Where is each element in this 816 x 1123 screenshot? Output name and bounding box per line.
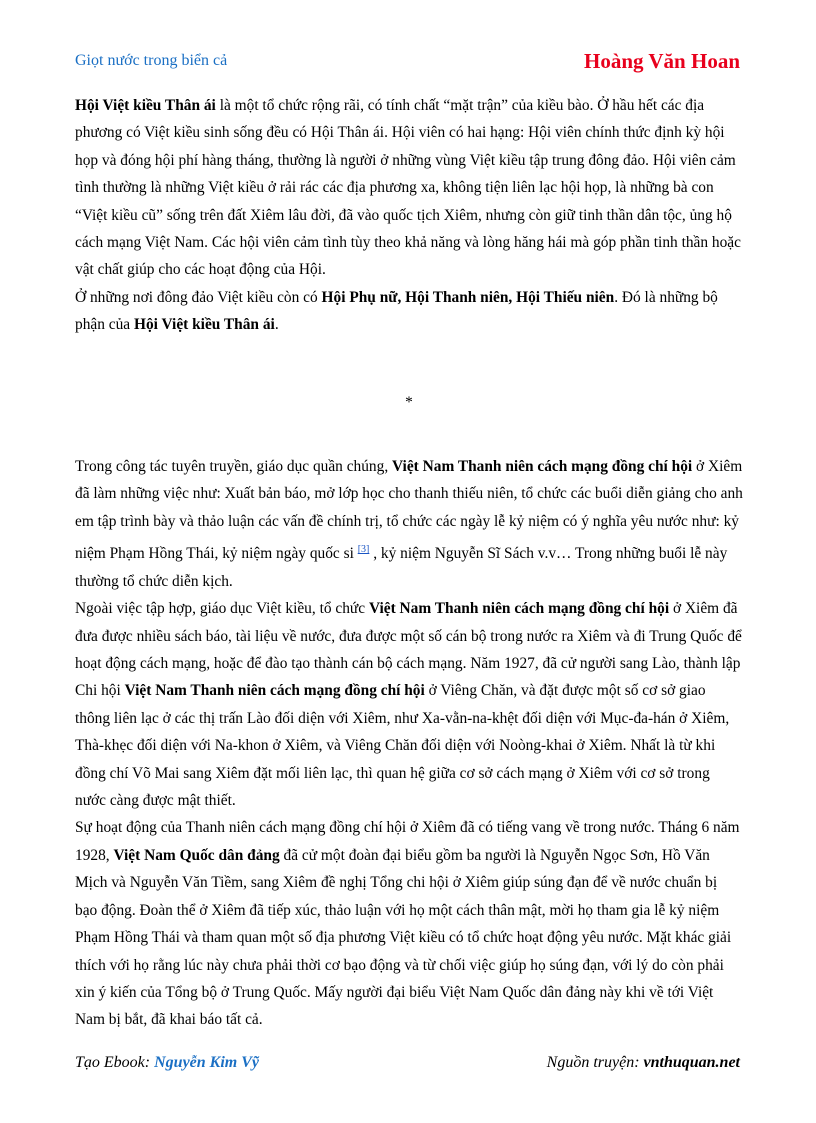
- paragraph-1: [75, 92, 743, 284]
- source-separator: :: [634, 1054, 644, 1071]
- source-site: vnthuquan.net: [643, 1054, 740, 1071]
- paragraph-3: [75, 453, 743, 595]
- bold-text: Hội Việt kiều Thân ái: [75, 97, 216, 114]
- text-run: Trong công tác tuyên truyền, giáo dục quần chúng,: [75, 458, 393, 476]
- text-run: đã cử một đoàn đại biểu gồm ba người là Nguyễn Ngọc Sơn, Hồ Văn Mịch và Nguyễn Văn Tiềm, sang Xiêm đề nghị Tổng chi hội ở Xiêm giúp súng đạn để về nước chuẩn bị bạo động. Đoàn thể ở Xiêm đã tiếp xúc, thảo luận với họ một cách thân mật, mời họ tham gia lễ kỷ niệm Phạm Hồng Thái và tham quan một số địa phương Việt kiều có tổ chức hoạt động yêu nước. Mặt khác giải thích với họ rằng lúc này chưa phải thời cơ bạo động và từ chối việc giúp họ súng đạn, với lý do còn phải xin ý kiến của Tổng bộ ở Trung Quốc. Mấy người đại biểu Việt Nam Quốc dân đảng này khi về tới Việt Nam bị bắt, đã khai báo tất cả.: [75, 846, 732, 1029]
- paragraph-2: [75, 284, 743, 339]
- bold-text: Việt Nam Thanh niên cách mạng đồng chí hội: [124, 682, 425, 700]
- ebook-creator: Nguyễn Kim Vỹ: [154, 1054, 259, 1071]
- bold-text: Hội Việt kiều Thân ái: [133, 316, 275, 334]
- text-run: .: [274, 316, 279, 334]
- footnote-link[interactable]: [3]: [357, 544, 370, 556]
- text-run: Ngoài việc tập hợp, giáo dục Việt kiều, tổ chức: [75, 600, 369, 618]
- bold-text: Việt Nam Thanh niên cách mạng đồng chí hội: [392, 458, 693, 476]
- paragraph-4: [75, 595, 743, 814]
- text-run: Sự hoạt động của Thanh niên cách mạng đồng chí hội ở Xiêm đã có tiếng vang về trong nước. Tháng 6 năm 1928,: [75, 819, 740, 864]
- text-run: ở Viêng Chăn, và đặt được một số cơ sở giao thông liên lạc ở các thị trấn Lào đối diện với Xiêm, như Xa-vằn-na-khệt đối diện với Mục-đa-hán ở Xiêm, Thà-khẹc đối diện với Na-khon ở Xiêm, và Viêng Chăn đối diện với Noòng-khai ở Xiêm. Nhất là từ khi đồng chí Võ Mai sang Xiêm đặt mối liên lạc, thì quan hệ giữa cơ sở cách mạng ở Xiêm với cơ sở trong nước càng được mật thiết.: [75, 682, 730, 810]
- page-content: [75, 92, 743, 1034]
- text-run: ở Xiêm đã đưa được nhiều sách báo, tài liệu về nước, đưa được một số cán bộ trong nước ra Xiêm và đi Trung Quốc để hoạt động cách mạng, hoặc để đào tạo thành cán bộ cách mạng. Năm 1927, đã cử người sang Lào, thành lập Chi hội: [75, 600, 742, 700]
- author-name: Hoàng Văn Hoan: [584, 49, 740, 73]
- text-run: , kỷ niệm Nguyễn Sĩ Sách v.v… Trong những buổi lễ này thường tổ chức diễn kịch.: [75, 545, 728, 590]
- ebook-credit: [75, 1054, 259, 1072]
- text-run: . Đó là những bộ phận của: [75, 288, 718, 334]
- text-run: Ở những nơi đông đảo Việt kiều còn có: [75, 288, 322, 306]
- text-run: ở Xiêm đã làm những việc như: Xuất bản báo, mở lớp học cho thanh thiếu niên, tổ chức các buổi diễn giảng cho anh em tập trình bày và thảo luận các vấn đề chính trị, tổ chức các ngày lễ kỷ niệm có ý nghĩa yêu nước như: kỷ niệm Phạm Hồng Thái, kỷ niệm ngày quốc si: [75, 458, 743, 563]
- text-run: là một tổ chức rộng rãi, có tính chất “mặt trận” của kiều bào. Ở hầu hết các địa phương có Việt kiều sinh sống đều có Hội Thân ái. Hội viên có hai hạng: Hội viên chính thức định kỳ hội họp và đóng hội phí hàng tháng, thường là người ở những vùng Việt kiều tập trung đông đảo. Hội viên cảm tình thường là những Việt kiều ở rải rác các địa phương xa, không tiện liên lạc hội họp, là những bà con “Việt kiều cũ” sống trên đất Xiêm lâu đời, đã vào quốc tịch Xiêm, nhưng còn giữ tinh thần dân tộc, ủng hộ cách mạng Việt Nam. Các hội viên cảm tình tùy theo khả năng và lòng hăng hái mà góp phần tinh thần hoặc vật chất giúp cho các hoạt động của Hội.: [75, 97, 741, 279]
- bold-text: Việt Nam Quốc dân đảng: [113, 846, 280, 864]
- ebook-separator: :: [144, 1054, 155, 1071]
- source-label: Nguồn truyện: [546, 1054, 635, 1071]
- bold-text: Hội Phụ nữ, Hội Thanh niên, Hội Thiếu niên: [321, 288, 615, 306]
- bold-text: Việt Nam Thanh niên cách mạng đồng chí hội: [368, 600, 670, 618]
- source-credit: [547, 1054, 740, 1072]
- ebook-label: Tạo Ebook: [75, 1054, 145, 1071]
- book-title: Giọt nước trong biển cả: [75, 52, 228, 69]
- section-separator: *: [405, 393, 413, 411]
- paragraph-5: [75, 814, 743, 1033]
